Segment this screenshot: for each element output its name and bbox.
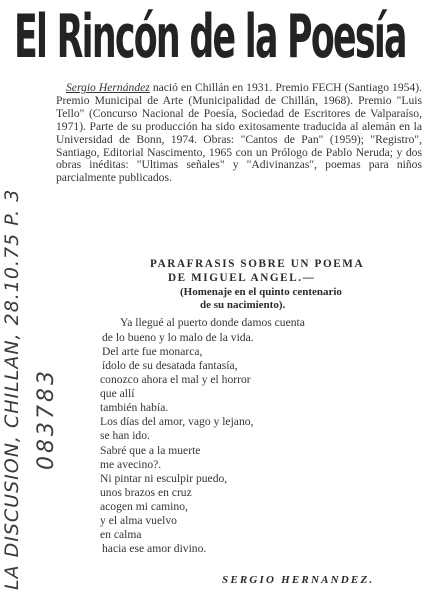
- poem-verse: Del arte fue monarca,: [102, 345, 203, 358]
- poem-verse: en calma: [100, 528, 142, 541]
- poem-verse: ídolo de su desatada fantasía,: [102, 359, 238, 372]
- handwritten-catalog-number: 083783: [34, 368, 59, 470]
- author-name: Sergio Hernández: [66, 81, 150, 94]
- poem-verse: también había.: [100, 401, 169, 414]
- poem-verse: me avecino?.: [100, 458, 162, 471]
- poem-title-line-1: PARAFRASIS SOBRE UN POEMA: [150, 258, 365, 270]
- poem-verse: Sabré que a la muerte: [100, 444, 201, 457]
- author-bio-text: nació en Chillán en 1931. Premio FECH (Santiago 1954). Premio Municipal de Arte (Municipalidad de Chillán, 1968). Premio "Luis Tello" (Concurso Nacional de Poesía, Sociedad de Escritores de Valparaíso, 1971). Parte de su producción ha sido exitosamente traducida al alemán en la Universidad de Bonn, 1974. Obras: "Cantos de Pan" (1959); "Registro", Santiago, Editorial Nascimento, 1965 con un Prólogo de Pablo Neruda; y dos obras inéditas: "Ultimas señales" y "Adivinanzas", poemas para niños parcialmente publicados.: [56, 81, 422, 185]
- poem-title-line-2: DE MIGUEL ANGEL.—: [168, 272, 316, 284]
- poem-dedication-line-1: (Homenaje en el quinto centenario: [180, 286, 342, 298]
- poem-verse: conozco ahora el mal y el horror: [100, 373, 251, 386]
- poem-verse: Los días del amor, vago y lejano,: [100, 415, 254, 428]
- poem-verse: Ya llegué al puerto donde damos cuenta: [120, 316, 305, 329]
- poem-verse: acogen mi camino,: [100, 500, 188, 513]
- poem-verse: y el alma vuelvo: [100, 514, 177, 527]
- poem-signature: SERGIO HERNANDEZ.: [222, 574, 375, 586]
- poem-verse: Ni pintar ni esculpir puedo,: [100, 472, 228, 485]
- handwritten-source-note: LA DISCUSION, CHILLAN, 28.10.75 P. 3: [1, 188, 23, 590]
- author-bio: [56, 82, 422, 185]
- poem-verse: hacia ese amor divino.: [102, 542, 207, 555]
- poem-dedication-line-2: de su nacimiento).: [200, 299, 286, 311]
- poem-verse: de lo bueno y lo malo de la vida.: [102, 331, 254, 344]
- poem-verse: unos brazos en cruz: [100, 486, 192, 499]
- poem-verse: que allí: [100, 387, 135, 400]
- column-title: El Rincón de la Poesía: [14, 2, 406, 72]
- poem-verse: se han ido.: [100, 429, 150, 442]
